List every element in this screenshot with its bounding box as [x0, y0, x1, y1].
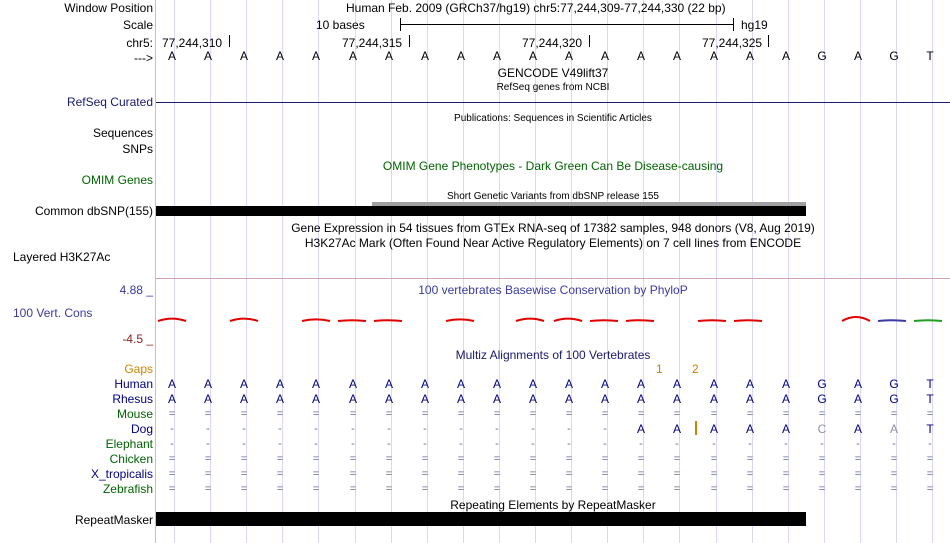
common-dbsnp-label[interactable]: Common dbSNP(155) — [34, 204, 153, 218]
alignment-base: = — [601, 408, 609, 420]
base-letter: A — [564, 49, 573, 63]
ruler-position-4: 77,244,325 — [702, 36, 763, 50]
alignment-base: A — [239, 392, 248, 406]
alignment-base: A — [420, 392, 429, 406]
alignment-base: = — [312, 483, 320, 495]
alignment-base: = — [240, 468, 248, 480]
alignment-base: A — [672, 422, 681, 436]
alignment-base: = — [637, 468, 645, 480]
alignment-base: = — [782, 468, 790, 480]
base-letter: T — [926, 49, 934, 63]
conservation-mark — [878, 320, 906, 321]
alignment-base: A — [709, 377, 718, 391]
conservation-min-value: -4.5 _ — [122, 332, 153, 346]
alignment-base: = — [601, 483, 609, 495]
alignment-base: A — [456, 377, 465, 391]
alignment-base: - — [892, 438, 896, 450]
alignment-base: A — [384, 392, 393, 406]
base-letter: A — [781, 49, 790, 63]
alignment-base: A — [745, 377, 754, 391]
alignment-base: = — [385, 408, 393, 420]
alignment-base: = — [168, 483, 176, 495]
alignment-base: = — [818, 408, 826, 420]
alignment-base: = — [312, 453, 320, 465]
alignment-base: = — [529, 468, 537, 480]
alignment-base: = — [349, 453, 357, 465]
alignment-base: A — [853, 377, 862, 391]
base-letter: A — [275, 49, 284, 63]
vert-cons-label[interactable]: 100 Vert. Cons — [13, 306, 93, 320]
alignment-base: T — [926, 422, 934, 436]
alignment-base: = — [240, 483, 248, 495]
alignment-base: A — [853, 422, 862, 436]
alignment-base: G — [889, 392, 899, 406]
gaps-label[interactable]: Gaps — [124, 362, 153, 376]
alignment-base: = — [673, 483, 681, 495]
alignment-base: A — [745, 392, 754, 406]
alignment-base: A — [600, 392, 609, 406]
alignment-base: = — [349, 468, 357, 480]
sequences-label[interactable]: Sequences — [92, 126, 153, 140]
scale-label: Scale — [122, 18, 153, 32]
alignment-base: = — [926, 408, 934, 420]
conservation-mark — [374, 320, 402, 321]
alignment-base: = — [890, 408, 898, 420]
alignment-base: A — [600, 377, 609, 391]
alignment-base: = — [204, 483, 212, 495]
alignment-base: = — [493, 453, 501, 465]
alignment-base: - — [170, 438, 174, 450]
gap-mark-1: 1 — [656, 362, 663, 376]
window-position-label: Window Position — [64, 1, 153, 15]
omim-genes-label[interactable]: OMIM Genes — [81, 173, 153, 187]
alignment-base: = — [926, 468, 934, 480]
alignment-base: = — [854, 453, 862, 465]
alignment-base: = — [421, 408, 429, 420]
alignment-base: - — [242, 423, 246, 435]
alignment-base: = — [854, 468, 862, 480]
conservation-mark — [302, 319, 330, 321]
base-letter: A — [203, 49, 212, 63]
alignment-base: = — [529, 453, 537, 465]
repeatmasker-bar[interactable] — [156, 512, 806, 526]
alignment-base: - — [531, 438, 535, 450]
alignment-base: = — [385, 483, 393, 495]
alignment-base: = — [637, 453, 645, 465]
alignment-base: - — [603, 438, 607, 450]
alignment-base: = — [457, 408, 465, 420]
alignment-base: A — [636, 392, 645, 406]
alignment-base: A — [167, 392, 176, 406]
alignment-base: - — [242, 438, 246, 450]
alignment-base: = — [385, 453, 393, 465]
alignment-base: = — [240, 453, 248, 465]
alignment-base: = — [349, 408, 357, 420]
alignment-base: = — [710, 468, 718, 480]
alignment-base: A — [348, 377, 357, 391]
alignment-base: A — [709, 422, 718, 436]
alignment-base: T — [926, 377, 934, 391]
alignment-base: - — [639, 438, 643, 450]
alignment-base: A — [275, 392, 284, 406]
repeatmasker-track-title[interactable]: Repeating Elements by RepeatMasker — [450, 498, 656, 512]
ruler-position-1: 77,244,310 — [162, 36, 223, 50]
alignment-base: = — [204, 453, 212, 465]
base-letter: A — [239, 49, 248, 63]
conservation-mark — [842, 317, 870, 321]
ruler-header: Human Feb. 2009 (GRCh37/hg19) chr5:77,244,309-77,244,330 (22 bp) — [346, 1, 726, 15]
alignment-base: - — [278, 423, 282, 435]
alignment-base: A — [311, 392, 320, 406]
alignment-base: - — [495, 438, 499, 450]
gap-mark-2: 2 — [692, 362, 699, 376]
alignment-base: A — [709, 392, 718, 406]
alignment-base: = — [493, 483, 501, 495]
alignment-base: = — [457, 468, 465, 480]
alignment-base: = — [601, 468, 609, 480]
alignment-base: = — [493, 468, 501, 480]
alignment-base: A — [853, 392, 862, 406]
alignment-base: A — [167, 377, 176, 391]
alignment-base: A — [672, 392, 681, 406]
omim-track-title[interactable]: OMIM Gene Phenotypes - Dark Green Can Be Disease-causing — [382, 159, 724, 173]
alignment-base: = — [746, 453, 754, 465]
alignment-base: = — [673, 453, 681, 465]
alignment-base: = — [890, 453, 898, 465]
ruler-position-3: 77,244,320 — [522, 36, 583, 50]
alignment-base: - — [567, 423, 571, 435]
alignment-base: A — [492, 392, 501, 406]
base-letter: A — [311, 49, 320, 63]
alignment-base: = — [746, 468, 754, 480]
alignment-base: A — [384, 377, 393, 391]
alignment-base: = — [673, 408, 681, 420]
alignment-base: - — [314, 438, 318, 450]
alignment-base: - — [170, 423, 174, 435]
alignment-base: = — [854, 408, 862, 420]
alignment-base: = — [204, 408, 212, 420]
conservation-mark — [698, 320, 726, 321]
alignment-base: = — [421, 468, 429, 480]
alignment-base: = — [312, 408, 320, 420]
alignment-base: - — [314, 423, 318, 435]
base-letter: A — [348, 49, 357, 63]
alignment-base: G — [817, 377, 827, 391]
alignment-base: A — [420, 377, 429, 391]
species-label[interactable]: Mouse — [116, 407, 153, 421]
alignment-base: = — [240, 408, 248, 420]
alignment-base: - — [748, 438, 752, 450]
gtex-track-title[interactable]: Gene Expression in 54 tissues from GTEx RNA-seq of 17382 samples, 948 donors (V8, Aug 2019) — [291, 221, 815, 235]
base-letter: A — [167, 49, 176, 63]
alignment-base: - — [387, 423, 391, 435]
species-label[interactable]: X_tropicalis — [90, 467, 153, 481]
alignment-base: - — [351, 438, 355, 450]
alignment-base: = — [276, 453, 284, 465]
alignment-base: = — [637, 483, 645, 495]
alignment-base: = — [926, 483, 934, 495]
conservation-mark — [230, 319, 258, 321]
alignment-base: = — [565, 453, 573, 465]
scale-text: 10 bases — [316, 18, 365, 32]
alignment-base: = — [276, 408, 284, 420]
alignment-base: C — [817, 422, 827, 436]
alignment-base: = — [926, 453, 934, 465]
alignment-base: A — [636, 377, 645, 391]
conservation-mark — [626, 320, 654, 321]
alignment-base: = — [493, 408, 501, 420]
alignment-base: - — [531, 423, 535, 435]
alignment-base: A — [492, 377, 501, 391]
alignment-base: A — [781, 377, 790, 391]
alignment-base: G — [889, 377, 899, 391]
alignment-base: = — [565, 408, 573, 420]
alignment-base: A — [781, 422, 790, 436]
conservation-mark — [446, 319, 474, 321]
alignment-base: = — [565, 468, 573, 480]
gencode-track-title[interactable]: GENCODE V49lift37 — [497, 66, 609, 80]
alignment-base: A — [528, 392, 537, 406]
alignment-base: = — [385, 468, 393, 480]
dbsnp-track-title[interactable]: Short Genetic Variants from dbSNP release 155 — [447, 191, 659, 202]
conservation-mark — [734, 320, 762, 321]
alignment-base: = — [168, 408, 176, 420]
conservation-mark — [338, 320, 366, 321]
alignment-base: A — [636, 422, 645, 436]
alignment-base: A — [889, 422, 898, 436]
alignment-base: = — [421, 483, 429, 495]
alignment-base: A — [311, 377, 320, 391]
assembly-label: hg19 — [741, 18, 768, 32]
alignment-base: = — [890, 483, 898, 495]
conservation-mark — [590, 320, 618, 321]
repeatmasker-label[interactable]: RepeatMasker — [74, 513, 153, 527]
conservation-mark — [516, 319, 544, 321]
alignment-base: = — [818, 468, 826, 480]
base-letter: A — [709, 49, 718, 63]
alignment-base: = — [565, 483, 573, 495]
alignment-base: - — [856, 438, 860, 450]
alignment-base: = — [746, 408, 754, 420]
dog-insertion-mark — [695, 421, 697, 435]
alignment-base: = — [312, 468, 320, 480]
alignment-base: = — [168, 468, 176, 480]
alignment-base: = — [782, 453, 790, 465]
alignment-base: = — [276, 468, 284, 480]
alignment-base: A — [203, 377, 212, 391]
alignment-base: - — [351, 423, 355, 435]
refseq-curated-label[interactable]: RefSeq Curated — [66, 95, 153, 109]
alignment-base: = — [746, 483, 754, 495]
alignment-base: = — [276, 483, 284, 495]
alignment-base: = — [782, 483, 790, 495]
alignment-base: = — [782, 408, 790, 420]
layered-h3k27ac-label[interactable]: Layered H3K27Ac — [13, 250, 111, 264]
alignment-base: A — [672, 377, 681, 391]
alignment-base: = — [601, 453, 609, 465]
base-letter: A — [636, 49, 645, 63]
alignment-base: - — [387, 438, 391, 450]
base-letter: A — [456, 49, 465, 63]
snps-label[interactable]: SNPs — [122, 142, 153, 156]
alignment-base: - — [712, 438, 716, 450]
alignment-base: A — [564, 377, 573, 391]
strand-arrow-label: ---> — [134, 51, 153, 65]
conservation-mark — [914, 320, 942, 321]
alignment-base: = — [168, 453, 176, 465]
alignment-base: = — [457, 483, 465, 495]
refseq-track-subtitle: RefSeq genes from NCBI — [496, 82, 610, 93]
alignment-base: = — [710, 408, 718, 420]
alignment-base: A — [275, 377, 284, 391]
alignment-base: - — [206, 438, 210, 450]
alignment-base: = — [349, 483, 357, 495]
alignment-base: - — [784, 438, 788, 450]
base-letter: A — [600, 49, 609, 63]
alignment-base: A — [239, 377, 248, 391]
base-letter: A — [492, 49, 501, 63]
alignment-base: = — [818, 483, 826, 495]
alignment-base: - — [459, 438, 463, 450]
conservation-mark — [554, 319, 582, 321]
alignment-base: - — [675, 438, 679, 450]
alignment-base: = — [710, 483, 718, 495]
alignment-base: - — [423, 438, 427, 450]
multiz-track-title[interactable]: Multiz Alignments of 100 Vertebrates — [455, 348, 651, 362]
publications-track-title[interactable]: Publications: Sequences in Scientific Articles — [454, 113, 652, 124]
species-label[interactable]: Elephant — [105, 437, 153, 451]
species-label[interactable]: Human — [114, 377, 153, 391]
alignment-base: A — [564, 392, 573, 406]
alignment-base: A — [528, 377, 537, 391]
species-label[interactable]: Dog — [130, 422, 153, 436]
base-letter: A — [528, 49, 537, 63]
conservation-mark — [158, 319, 186, 321]
alignment-base: T — [926, 392, 934, 406]
alignment-base: A — [203, 392, 212, 406]
alignment-base: A — [745, 422, 754, 436]
ruler-position-2: 77,244,315 — [342, 36, 403, 50]
h3k27ac-track-title[interactable]: H3K27Ac Mark (Often Found Near Active Regulatory Elements) on 7 cell lines from ENCODE — [304, 236, 802, 250]
alignment-base: = — [818, 453, 826, 465]
alignment-base: = — [890, 468, 898, 480]
alignment-base: - — [423, 423, 427, 435]
alignment-base: = — [421, 453, 429, 465]
base-letter: A — [672, 49, 681, 63]
alignment-base: = — [529, 408, 537, 420]
base-letter: G — [889, 49, 899, 63]
alignment-base: = — [457, 453, 465, 465]
alignment-base: A — [348, 392, 357, 406]
alignment-base: = — [673, 468, 681, 480]
chr-label: chr5: — [126, 36, 153, 50]
alignment-base: = — [854, 483, 862, 495]
alignment-base: - — [928, 438, 932, 450]
base-letter: A — [745, 49, 754, 63]
alignment-base: - — [567, 438, 571, 450]
alignment-base: - — [820, 438, 824, 450]
alignment-base: - — [495, 423, 499, 435]
alignment-base: = — [529, 483, 537, 495]
species-label[interactable]: Rhesus — [112, 392, 153, 406]
alignment-base: = — [637, 408, 645, 420]
alignment-base: - — [603, 423, 607, 435]
alignment-base: A — [456, 392, 465, 406]
alignment-base: A — [781, 392, 790, 406]
base-letter: A — [420, 49, 429, 63]
alignment-base: = — [204, 468, 212, 480]
base-letter: A — [853, 49, 862, 63]
alignment-base: - — [206, 423, 210, 435]
alignment-base: G — [817, 392, 827, 406]
base-letter: G — [817, 49, 827, 63]
conservation-track-title[interactable]: 100 vertebrates Basewise Conservation by PhyloP — [418, 283, 688, 297]
alignment-base: - — [459, 423, 463, 435]
alignment-base: - — [278, 438, 282, 450]
species-label[interactable]: Chicken — [109, 452, 153, 466]
species-label[interactable]: Zebrafish — [102, 482, 153, 496]
base-letter: A — [384, 49, 393, 63]
conservation-max-value: 4.88 _ — [119, 283, 153, 297]
alignment-base: = — [710, 453, 718, 465]
